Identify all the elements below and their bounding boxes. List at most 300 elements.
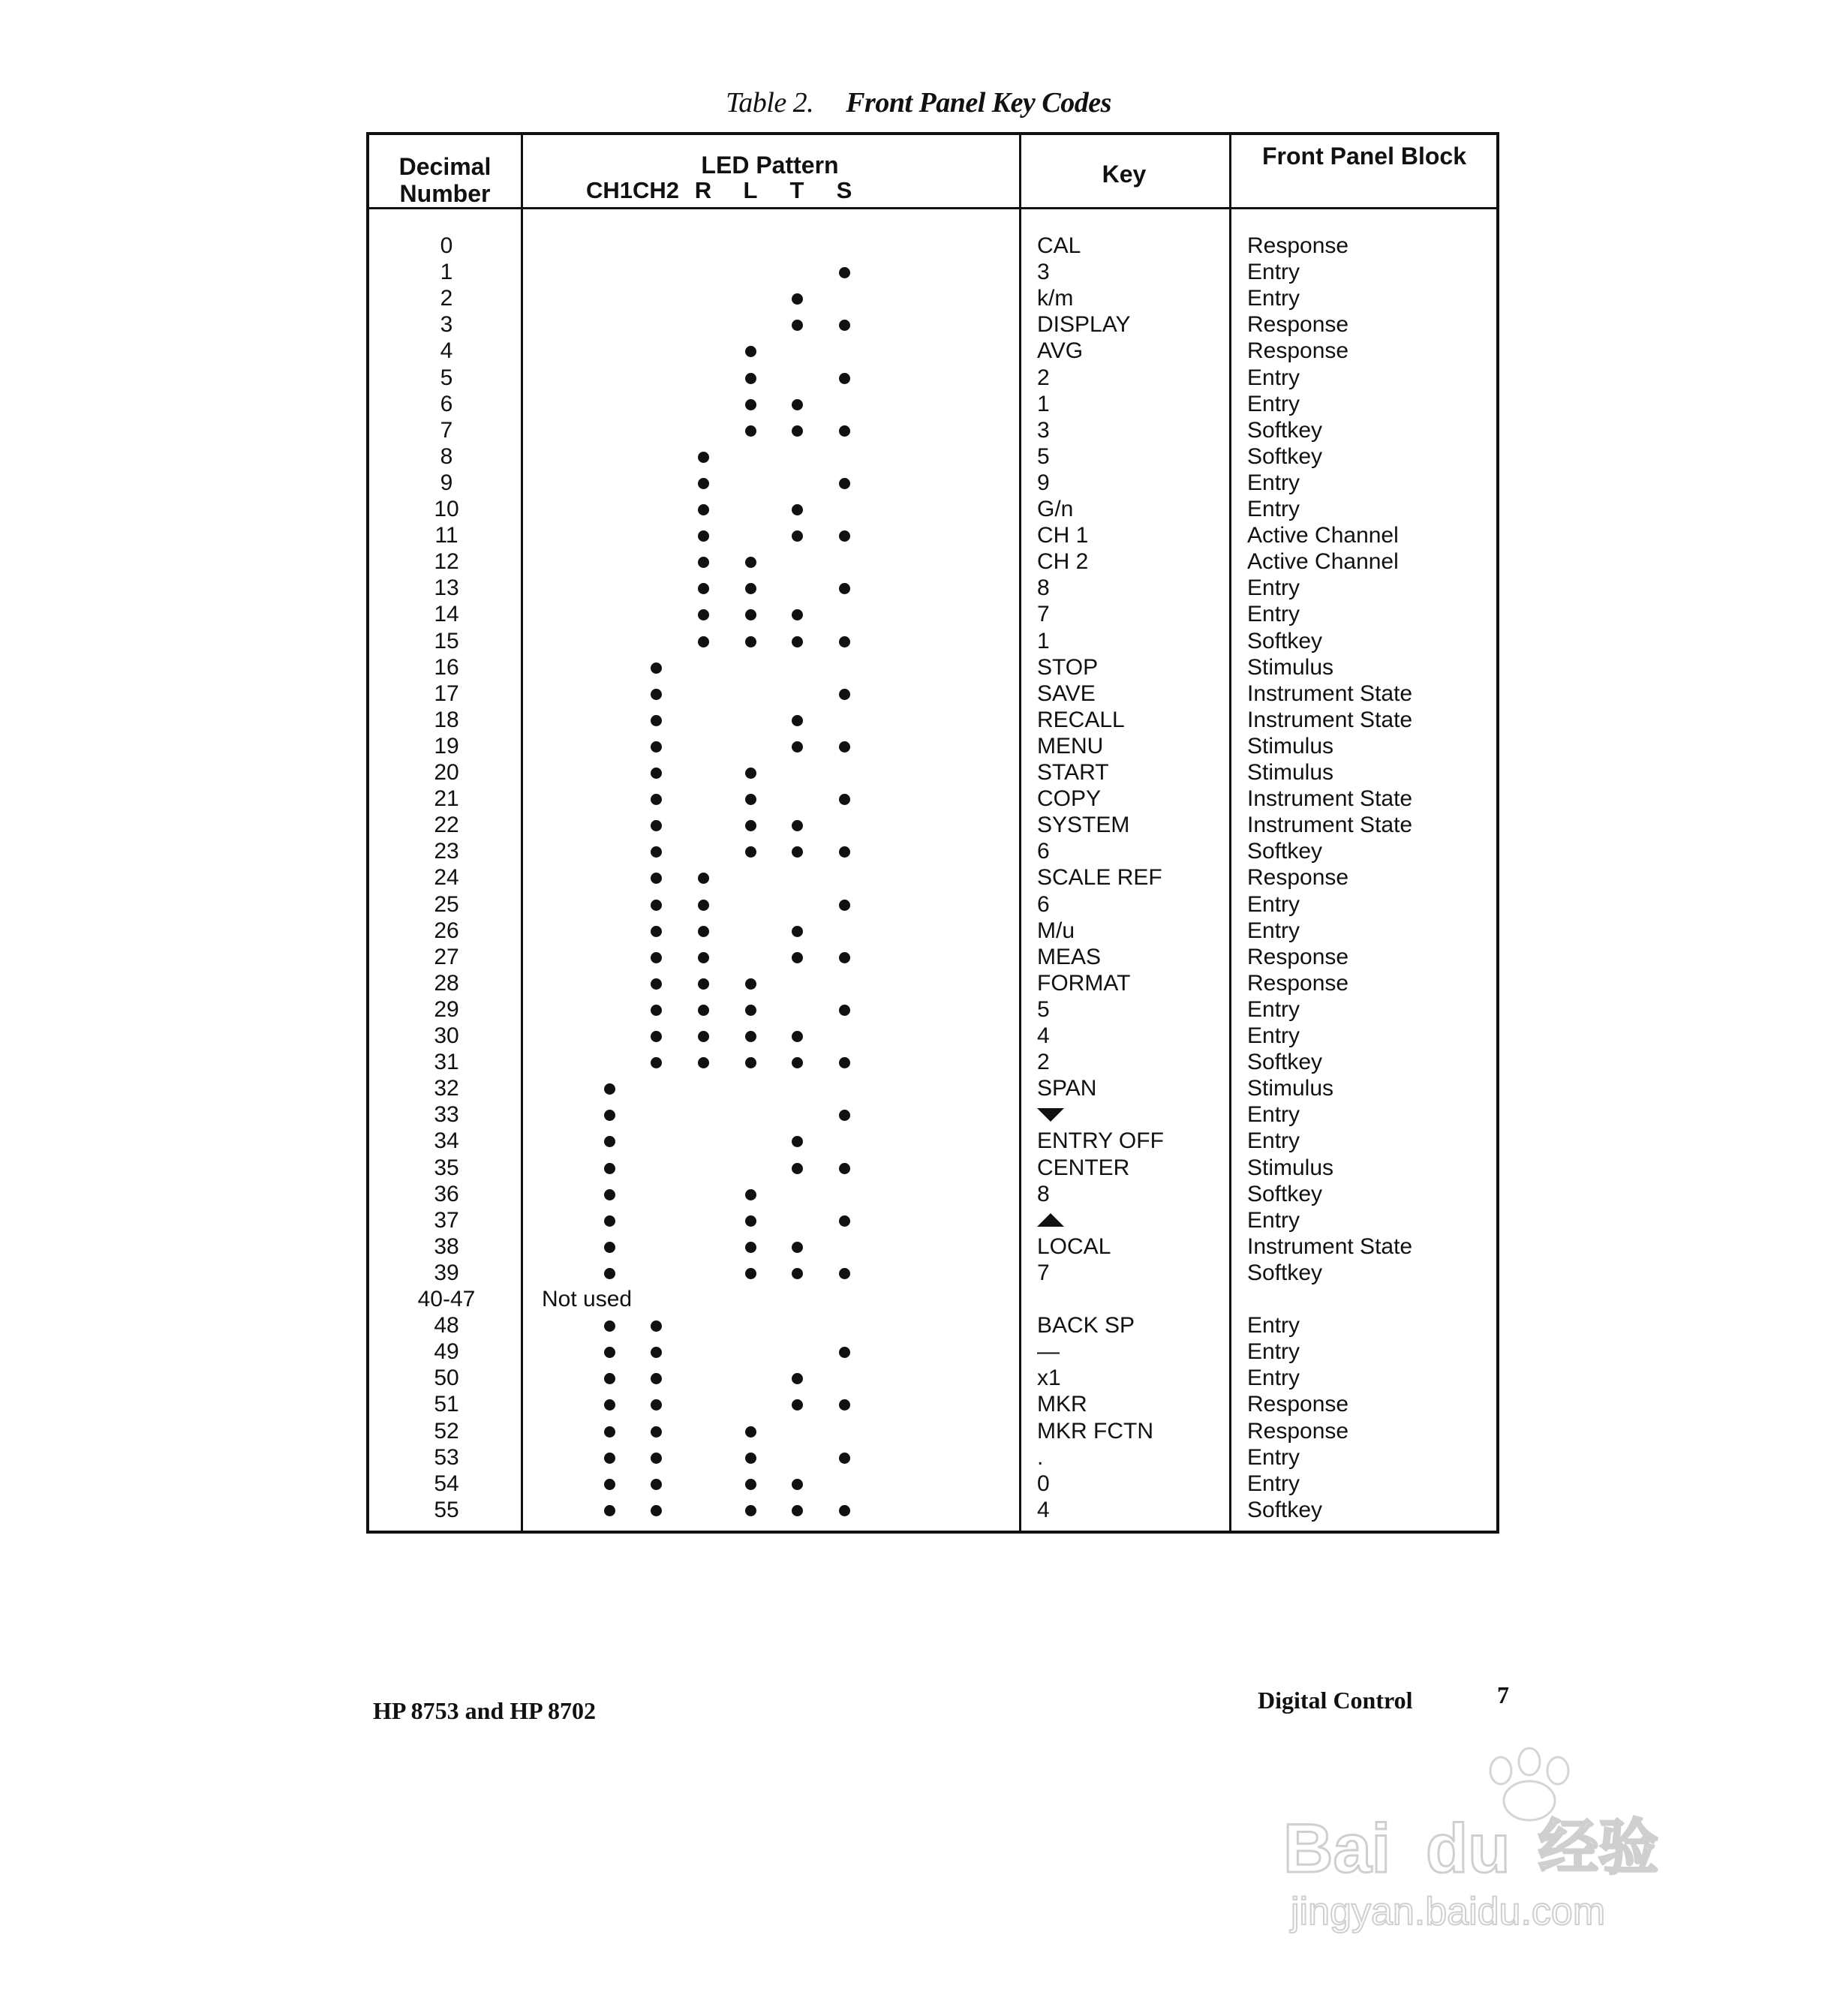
led-dot-ch1 bbox=[604, 1426, 615, 1438]
table-row bbox=[369, 1128, 1496, 1154]
led-dot-ch2 bbox=[651, 741, 662, 753]
decimal-number: 38 bbox=[434, 1233, 459, 1259]
led-dot-ch2 bbox=[651, 1399, 662, 1411]
key-label: k/m bbox=[1037, 286, 1074, 311]
front-panel-block: Entry bbox=[1247, 497, 1300, 521]
front-panel-block: Entry bbox=[1247, 891, 1300, 917]
decimal-number: 50 bbox=[434, 1366, 459, 1391]
key-label: 1 bbox=[1037, 628, 1050, 653]
led-dot-t bbox=[792, 1031, 803, 1042]
decimal-number: 36 bbox=[434, 1181, 459, 1206]
key-label: 6 bbox=[1037, 891, 1050, 917]
front-panel-block: Entry bbox=[1247, 286, 1300, 311]
decimal-number: 39 bbox=[434, 1260, 459, 1285]
led-dot-l bbox=[745, 1215, 756, 1227]
key-label: START bbox=[1037, 760, 1109, 785]
led-dot-t bbox=[792, 636, 803, 647]
decimal-number: 16 bbox=[434, 654, 459, 680]
decimal-number: 30 bbox=[434, 1023, 459, 1048]
front-panel-block: Entry bbox=[1247, 1366, 1300, 1391]
table-row bbox=[369, 1312, 1496, 1338]
led-dot-s bbox=[839, 900, 850, 911]
front-panel-block: Response bbox=[1247, 312, 1349, 338]
led-dot-l bbox=[745, 1005, 756, 1016]
led-dot-s bbox=[839, 1453, 850, 1464]
front-panel-block: Entry bbox=[1247, 260, 1300, 285]
table-row bbox=[369, 681, 1496, 707]
front-panel-block: Softkey bbox=[1247, 628, 1323, 653]
led-dot-r bbox=[698, 557, 709, 568]
decimal-number: 19 bbox=[434, 733, 459, 759]
front-panel-block: Softkey bbox=[1247, 417, 1323, 443]
key-label: MEAS bbox=[1037, 944, 1102, 969]
decimal-number: 53 bbox=[434, 1444, 459, 1470]
table-row bbox=[369, 1101, 1496, 1128]
key-label: 6 bbox=[1037, 839, 1050, 864]
led-dot-r bbox=[698, 978, 709, 990]
led-dot-ch1 bbox=[604, 1189, 615, 1200]
decimal-number: 49 bbox=[434, 1339, 459, 1365]
key-label: — bbox=[1037, 1339, 1060, 1365]
key-label: x1 bbox=[1037, 1366, 1061, 1391]
front-panel-block: Active Channel bbox=[1247, 523, 1399, 548]
front-panel-block: Entry bbox=[1247, 1023, 1300, 1048]
key-label: 8 bbox=[1037, 575, 1050, 601]
decimal-number: 25 bbox=[434, 891, 459, 917]
front-panel-block: Stimulus bbox=[1247, 654, 1334, 680]
key-label: FORMAT bbox=[1037, 970, 1131, 996]
led-dot-r bbox=[698, 926, 709, 937]
led-dot-t bbox=[792, 1163, 803, 1174]
front-panel-block: Entry bbox=[1247, 1128, 1300, 1154]
table-row bbox=[369, 285, 1496, 311]
led-dot-ch2 bbox=[651, 873, 662, 884]
header-key: Key bbox=[1102, 161, 1147, 188]
led-dot-l bbox=[745, 609, 756, 620]
led-dot-ch2 bbox=[651, 1031, 662, 1042]
led-dot-ch1 bbox=[604, 1268, 615, 1279]
led-dot-s bbox=[839, 530, 850, 542]
decimal-number: 6 bbox=[440, 391, 453, 416]
table-row bbox=[369, 233, 1496, 259]
key-label: CH 1 bbox=[1037, 523, 1089, 548]
front-panel-block: Stimulus bbox=[1247, 733, 1334, 759]
led-dot-ch1 bbox=[604, 1320, 615, 1332]
table-row bbox=[369, 311, 1496, 338]
table-row bbox=[369, 759, 1496, 786]
table-number: Table 2. bbox=[726, 87, 814, 119]
decimal-number: 1 bbox=[440, 260, 453, 285]
decimal-number: 28 bbox=[434, 970, 459, 996]
led-dot-l bbox=[745, 557, 756, 568]
table-row bbox=[369, 654, 1496, 681]
decimal-number: 37 bbox=[434, 1207, 459, 1233]
header-led-t: T bbox=[789, 177, 804, 203]
down-arrow-icon bbox=[1037, 1108, 1064, 1122]
table-row bbox=[369, 1286, 1496, 1312]
led-dot-t bbox=[792, 715, 803, 726]
led-dot-s bbox=[839, 1347, 850, 1358]
table-row bbox=[369, 1023, 1496, 1049]
key-label: 3 bbox=[1037, 417, 1050, 443]
key-label: 4 bbox=[1037, 1497, 1050, 1522]
front-panel-block: Active Channel bbox=[1247, 549, 1399, 575]
key-label: 5 bbox=[1037, 443, 1050, 469]
led-dot-ch2 bbox=[651, 1347, 662, 1358]
key-label: SPAN bbox=[1037, 1076, 1097, 1101]
table-row bbox=[369, 1497, 1496, 1523]
header-front-panel-block: Front Panel Block bbox=[1261, 143, 1467, 170]
led-dot-t bbox=[792, 530, 803, 542]
led-dot-t bbox=[792, 952, 803, 963]
key-label: DISPLAY bbox=[1037, 312, 1131, 338]
front-panel-block: Softkey bbox=[1247, 1497, 1323, 1522]
key-label: STOP bbox=[1037, 654, 1099, 680]
decimal-number: 54 bbox=[434, 1471, 459, 1496]
front-panel-block: Instrument State bbox=[1247, 707, 1413, 732]
front-panel-block: Entry bbox=[1247, 1313, 1300, 1338]
led-dot-ch1 bbox=[604, 1242, 615, 1253]
table-row bbox=[369, 707, 1496, 733]
table-row bbox=[369, 1155, 1496, 1181]
led-dot-t bbox=[792, 293, 803, 305]
decimal-number: 24 bbox=[434, 865, 459, 891]
front-panel-block: Entry bbox=[1247, 470, 1300, 495]
led-dot-l bbox=[745, 1453, 756, 1464]
led-dot-s bbox=[839, 1505, 850, 1516]
table-row bbox=[369, 1418, 1496, 1444]
led-dot-t bbox=[792, 1242, 803, 1253]
led-dot-t bbox=[792, 926, 803, 937]
header-decimal: Decimal Number bbox=[398, 153, 492, 207]
header-divider bbox=[369, 207, 1496, 209]
key-label: CAL bbox=[1037, 233, 1081, 258]
table-row bbox=[369, 391, 1496, 417]
led-dot-ch1 bbox=[604, 1399, 615, 1411]
led-dot-ch1 bbox=[604, 1136, 615, 1147]
led-dot-s bbox=[839, 689, 850, 700]
led-dot-ch2 bbox=[651, 926, 662, 937]
table-title: Front Panel Key Codes bbox=[846, 87, 1111, 119]
table-row bbox=[369, 1444, 1496, 1471]
key-label: LOCAL bbox=[1037, 1233, 1111, 1259]
led-dot-s bbox=[839, 1057, 850, 1068]
decimal-number: 14 bbox=[434, 602, 459, 627]
led-dot-t bbox=[792, 846, 803, 858]
key-label: SYSTEM bbox=[1037, 813, 1130, 838]
key-label: 3 bbox=[1037, 260, 1050, 285]
front-panel-block: Stimulus bbox=[1247, 1076, 1334, 1101]
led-dot-l bbox=[745, 1479, 756, 1490]
led-dot-l bbox=[745, 1242, 756, 1253]
front-panel-block: Softkey bbox=[1247, 839, 1323, 864]
led-dot-ch2 bbox=[651, 768, 662, 779]
led-dot-s bbox=[839, 1215, 850, 1227]
decimal-number: 23 bbox=[434, 839, 459, 864]
decimal-number: 27 bbox=[434, 944, 459, 969]
led-dot-r bbox=[698, 1031, 709, 1042]
front-panel-block: Response bbox=[1247, 944, 1349, 969]
front-panel-block: Entry bbox=[1247, 391, 1300, 416]
decimal-number: 17 bbox=[434, 681, 459, 706]
front-panel-block: Entry bbox=[1247, 365, 1300, 390]
led-dot-s bbox=[839, 320, 850, 331]
table-row bbox=[369, 496, 1496, 522]
table-row bbox=[369, 1391, 1496, 1417]
table-row bbox=[369, 1233, 1496, 1260]
decimal-number: 48 bbox=[434, 1313, 459, 1338]
decimal-number: 29 bbox=[434, 996, 459, 1022]
table-row bbox=[369, 864, 1496, 891]
table-row bbox=[369, 918, 1496, 944]
decimal-number: 9 bbox=[440, 470, 453, 495]
front-panel-block: Entry bbox=[1247, 1471, 1300, 1496]
led-dot-r bbox=[698, 873, 709, 884]
decimal-number: 52 bbox=[434, 1418, 459, 1444]
led-dot-l bbox=[745, 768, 756, 779]
decimal-number: 21 bbox=[434, 786, 459, 812]
led-dot-s bbox=[839, 636, 850, 647]
led-dot-s bbox=[839, 1005, 850, 1016]
decimal-number: 22 bbox=[434, 813, 459, 838]
decimal-number: 35 bbox=[434, 1155, 459, 1180]
led-dot-t bbox=[792, 741, 803, 753]
led-dot-t bbox=[792, 399, 803, 410]
led-dot-t bbox=[792, 1268, 803, 1279]
led-dot-l bbox=[745, 425, 756, 437]
table-row bbox=[369, 628, 1496, 654]
decimal-number: 34 bbox=[434, 1128, 459, 1154]
led-dot-ch2 bbox=[651, 689, 662, 700]
decimal-number: 26 bbox=[434, 918, 459, 943]
led-dot-l bbox=[745, 820, 756, 831]
table-row bbox=[369, 1471, 1496, 1497]
led-dot-t bbox=[792, 1373, 803, 1384]
led-dot-s bbox=[839, 741, 850, 753]
table-row bbox=[369, 443, 1496, 470]
led-dot-ch1 bbox=[604, 1453, 615, 1464]
led-dot-ch1 bbox=[604, 1083, 615, 1095]
table-row bbox=[369, 812, 1496, 838]
led-dot-r bbox=[698, 1005, 709, 1016]
front-panel-block: Softkey bbox=[1247, 1260, 1323, 1285]
front-panel-block: Response bbox=[1247, 970, 1349, 996]
led-dot-s bbox=[839, 1163, 850, 1174]
header-led-pattern: LED Pattern bbox=[701, 152, 839, 179]
led-dot-ch2 bbox=[651, 1505, 662, 1516]
led-dot-l bbox=[745, 1426, 756, 1438]
table-row bbox=[369, 1365, 1496, 1391]
table-row bbox=[369, 259, 1496, 285]
decimal-number: 2 bbox=[440, 286, 453, 311]
table-row bbox=[369, 338, 1496, 364]
front-panel-block: Response bbox=[1247, 338, 1349, 364]
key-label: MENU bbox=[1037, 733, 1104, 759]
led-dot-r bbox=[698, 952, 709, 963]
table-row bbox=[369, 891, 1496, 918]
table-row bbox=[369, 417, 1496, 443]
led-dot-s bbox=[839, 267, 850, 278]
led-dot-l bbox=[745, 1268, 756, 1279]
front-panel-block: Stimulus bbox=[1247, 760, 1334, 785]
led-dot-ch1 bbox=[604, 1215, 615, 1227]
key-label: 1 bbox=[1037, 391, 1050, 416]
table-row bbox=[369, 522, 1496, 548]
front-panel-block: Entry bbox=[1247, 1207, 1300, 1233]
led-dot-r bbox=[698, 583, 709, 594]
front-panel-block: Entry bbox=[1247, 996, 1300, 1022]
led-dot-l bbox=[745, 399, 756, 410]
led-dot-l bbox=[745, 846, 756, 858]
key-label: 0 bbox=[1037, 1471, 1050, 1496]
front-panel-block: Stimulus bbox=[1247, 1155, 1334, 1180]
led-dot-l bbox=[745, 1505, 756, 1516]
led-dot-l bbox=[745, 1031, 756, 1042]
decimal-number: 51 bbox=[434, 1392, 459, 1417]
key-label: COPY bbox=[1037, 786, 1102, 812]
led-dot-ch2 bbox=[651, 794, 662, 805]
key-label: 5 bbox=[1037, 996, 1050, 1022]
table-row bbox=[369, 601, 1496, 627]
svg-text:jingyan.baidu.com: jingyan.baidu.com bbox=[1291, 1890, 1606, 1933]
led-dot-r bbox=[698, 530, 709, 542]
key-label: AVG bbox=[1037, 338, 1084, 364]
led-dot-ch2 bbox=[651, 1373, 662, 1384]
key-label: BACK SP bbox=[1037, 1313, 1135, 1338]
decimal-number: 20 bbox=[434, 760, 459, 785]
table-row bbox=[369, 1075, 1496, 1101]
led-dot-s bbox=[839, 1399, 850, 1411]
front-panel-block: Instrument State bbox=[1247, 681, 1413, 706]
led-dot-t bbox=[792, 1505, 803, 1516]
front-panel-block: Instrument State bbox=[1247, 1233, 1413, 1259]
led-dot-l bbox=[745, 583, 756, 594]
key-label: 4 bbox=[1037, 1023, 1050, 1048]
led-dot-ch2 bbox=[651, 662, 662, 674]
front-panel-block: Softkey bbox=[1247, 443, 1323, 469]
table-row bbox=[369, 548, 1496, 575]
decimal-number: 33 bbox=[434, 1102, 459, 1128]
front-panel-block: Response bbox=[1247, 1418, 1349, 1444]
led-dot-ch1 bbox=[604, 1479, 615, 1490]
front-panel-block: Instrument State bbox=[1247, 786, 1413, 812]
table-row bbox=[369, 1049, 1496, 1075]
key-codes-table bbox=[366, 132, 1499, 1534]
header-led-s: S bbox=[836, 177, 852, 203]
led-dot-ch2 bbox=[651, 1005, 662, 1016]
front-panel-block: Response bbox=[1247, 233, 1349, 258]
led-dot-ch2 bbox=[651, 715, 662, 726]
led-dot-s bbox=[839, 952, 850, 963]
led-dot-r bbox=[698, 504, 709, 515]
led-dot-ch1 bbox=[604, 1163, 615, 1174]
led-dot-ch2 bbox=[651, 1479, 662, 1490]
led-dot-r bbox=[698, 452, 709, 463]
table-row bbox=[369, 733, 1496, 759]
decimal-number: 5 bbox=[440, 365, 453, 390]
front-panel-block: Entry bbox=[1247, 1102, 1300, 1128]
front-panel-block: Entry bbox=[1247, 1339, 1300, 1365]
header-led-ch1: CH1 bbox=[585, 177, 633, 203]
decimal-number: 12 bbox=[434, 549, 459, 575]
front-panel-block: Response bbox=[1247, 1392, 1349, 1417]
decimal-number: 11 bbox=[434, 523, 458, 548]
led-dot-t bbox=[792, 1057, 803, 1068]
key-label: SAVE bbox=[1037, 681, 1096, 706]
front-panel-block: Entry bbox=[1247, 575, 1300, 601]
front-panel-block: Entry bbox=[1247, 918, 1300, 943]
key-label: SCALE REF bbox=[1037, 865, 1162, 891]
front-panel-block: Softkey bbox=[1247, 1181, 1323, 1206]
decimal-number: 8 bbox=[440, 443, 453, 469]
decimal-number: 31 bbox=[434, 1050, 459, 1075]
header-led-ch2: CH2 bbox=[632, 177, 679, 203]
led-dot-s bbox=[839, 583, 850, 594]
key-label: 8 bbox=[1037, 1181, 1050, 1206]
led-dot-t bbox=[792, 425, 803, 437]
led-dot-t bbox=[792, 320, 803, 331]
footer-model: HP 8753 and HP 8702 bbox=[373, 1697, 596, 1724]
led-dot-ch2 bbox=[651, 820, 662, 831]
led-dot-ch2 bbox=[651, 1057, 662, 1068]
decimal-number: 7 bbox=[440, 417, 453, 443]
decimal-number: 32 bbox=[434, 1076, 459, 1101]
table-row bbox=[369, 970, 1496, 996]
svg-text:du: du bbox=[1426, 1810, 1511, 1887]
key-label: CENTER bbox=[1037, 1155, 1130, 1180]
key-label: 2 bbox=[1037, 365, 1050, 390]
led-dot-r bbox=[698, 609, 709, 620]
led-dot-l bbox=[745, 346, 756, 357]
led-dot-r bbox=[698, 636, 709, 647]
decimal-number: 40-47 bbox=[417, 1287, 476, 1311]
led-dot-ch2 bbox=[651, 1453, 662, 1464]
decimal-number: 4 bbox=[440, 338, 453, 364]
led-dot-s bbox=[839, 1268, 850, 1279]
table-row bbox=[369, 838, 1496, 864]
led-dot-l bbox=[745, 794, 756, 805]
front-panel-block: Entry bbox=[1247, 602, 1300, 627]
decimal-number: 55 bbox=[434, 1497, 459, 1522]
decimal-number: 0 bbox=[440, 233, 453, 258]
led-dot-l bbox=[745, 636, 756, 647]
led-dot-t bbox=[792, 504, 803, 515]
not-used-note: Not used bbox=[542, 1287, 633, 1311]
led-dot-s bbox=[839, 1110, 850, 1121]
led-dot-t bbox=[792, 1399, 803, 1411]
led-dot-s bbox=[839, 478, 850, 489]
led-dot-r bbox=[698, 1057, 709, 1068]
led-dot-r bbox=[698, 478, 709, 489]
decimal-number: 13 bbox=[434, 575, 459, 601]
table-row bbox=[369, 996, 1496, 1023]
table-caption bbox=[0, 86, 1837, 119]
footer-section: Digital Control bbox=[1258, 1687, 1413, 1714]
table-row bbox=[369, 575, 1496, 601]
led-dot-r bbox=[698, 900, 709, 911]
key-label: CH 2 bbox=[1037, 549, 1089, 575]
led-dot-ch2 bbox=[651, 952, 662, 963]
led-dot-ch2 bbox=[651, 1320, 662, 1332]
svg-text:Bai: Bai bbox=[1283, 1810, 1391, 1887]
header-led-r: R bbox=[694, 177, 712, 203]
front-panel-block: Instrument State bbox=[1247, 813, 1413, 838]
led-dot-ch2 bbox=[651, 900, 662, 911]
led-dot-ch1 bbox=[604, 1110, 615, 1121]
key-label: 9 bbox=[1037, 470, 1050, 495]
decimal-number: 10 bbox=[434, 497, 459, 521]
led-dot-l bbox=[745, 373, 756, 384]
